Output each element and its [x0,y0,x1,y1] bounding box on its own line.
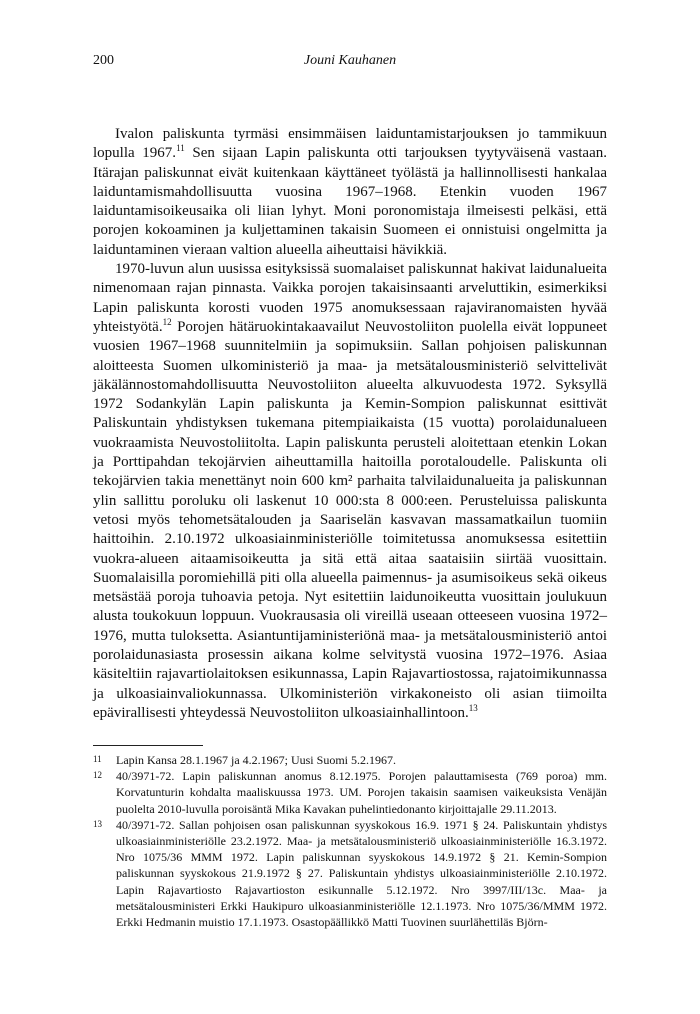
footnote-ref-11: 11 [176,143,185,154]
footnote [93,752,607,768]
body-text [93,125,607,723]
page-number: 200 [93,53,114,68]
footnote-text: 40/3971-72. Lapin paliskunnan anomus 8.12.1975. Porojen palauttamisesta (769 poroa) mm. Korvatunturin kohdalta maaliskuussa 1973. UM. Porojen takaisin saamisen vaikeuksista Venäjän puolelta 2010-luvulla poroisäntä Mika Kavakan puhelintiedonanto kirjoittajalle 29.11.2013. [116,769,607,816]
paragraph-1-text-a: Ivalon paliskunta tyrmäsi ensimmäisen laiduntamistarjouksen jo tammikuun lopulla 1967. [93,126,607,162]
footnote-number: 11 [93,754,102,764]
footnote [93,817,607,930]
paragraph-1 [93,125,607,260]
footnotes [93,752,607,930]
paragraph-2-text-b: Porojen hätäruokintakaavailut Neuvostoliiton puolella eivät loppuneet vuosien 1967–1968 suunnitelmiin ja sopimuksiin. Sallan pohjoisen paliskunnan aloitteesta Suomen ulkoministeriö ja maa- ja metsätalousministeriö selvittelivät jäkälännostomahdollisuutta Neuvostoliiton alueelta alkuvuodesta 1972. Syksyllä 1972 Sodankylän Lapin paliskunta ja Kemin-Sompion paliskunnat esittivät Paliskuntain yhdistyksen tukemana pitempiaikaista (15 vuotta) porolaidunalueen vuokraamista Neuvostoliitolta. Lapin paliskunta perusteli aloitettaan etenkin Lokan ja Porttipahdan tekojärvien aiheuttamilla haitoilla porotaloudelle. Paliskunta oli tekojärvien takia menettänyt noin 600 km² parhaita talvilaidunalueita ja paliskunnan ylin sallittu poroluku oli laskenut 10 000:sta 8 000:een. Perusteluissa paliskunta vetosi myös tehometsätalouden ja Saariselän kasvavan massamatkailun tuomiin haittoihin. 2.10.1972 ulkoasiainministeriölle toimitetussa anomuksessa esitettiin vuokra-alueen aitaamisoikeutta ja sitä että aitaa saataisiin siirtää vuosittain. Suomalaisilla poromiehillä piti olla alueella paimennus- ja asumisoikeus sekä oikeus metsästää poroja tuhoavia petoja. Nyt esitettiin laidunoikeutta vuosittain joulukuun alusta toukokuun loppuun. Vuokrausasia oli vireillä useaan otteeseen vuosina 1972–1976, mutta tuloksetta. Asiantuntijaministeriönä maa- ja metsätalousministeriö antoi porolaidunasiasta prosessin aikana kolme selvitystä vuosina 1972–1976. Asiaa käsiteltiin rajavartiolaitoksen esikunnassa, Lapin Rajavartiostossa, rajatoimikunnassa ja ulkoasiainvaliokunnassa. Ulkoministeriön virkakoneisto oli asian tiimoilta epävirallisesti yhteydessä Neuvostoliiton ulkoasiainhallintoon. [93,318,607,721]
footnote-number: 12 [93,770,102,781]
paragraph-1-text-b: Sen sijaan Lapin paliskunta otti tarjouksen tyytyväisenä vastaan. Itärajan paliskunnat eivät kuitenkaan käyttäneet työlästä ja hallinnollisesti hankalaa laiduntamismahdollisuutta vuosina 1967–1968. Etenkin vuoden 1967 laiduntamisoikeusaika oli liian lyhyt. Moni poronomistaja ilmeisesti pelkäsi, että porojen kokoaminen ja kuljettaminen takaisin Suomeen ei onnistuisi ongelmitta ja laiduntaminen vieraan valtion alueella aiheuttaisi hävikkiä. [93,145,607,258]
page-header [93,52,607,70]
footnote-ref-12: 12 [162,316,172,327]
footnote-text: 40/3971-72. Sallan pohjoisen osan paliskunnan syyskokous 16.9. 1971 § 24. Paliskuntain yhdistys ulkoasiainministeriölle 23.2.1972. Maa- ja metsätalousministeriö ulkoasiainministeriölle 16.3.1972. Nro 1075/36 MMM 1972. Lapin paliskunnan syyskokous 14.9.1972 § 21. Kemin-Sompion paliskunnan syyskokous 21.9.1972 § 27. Paliskuntain yhdistys ulkoasiainministeriölle 2.10.1972. Lapin Rajavartiosto Rajavartioston esikunnalle 5.12.1972. Nro 3997/III/13c. Maa- ja metsätalousministeri Erkki Haukipuro ulkoasianministeriölle 12.1.1973. Nro 1075/36/MMM 1972. Erkki Hedmanin muistio 17.1.1973. Osastopäällikkö Matti Tuovinen suurlähettiläs Björn- [116,817,607,930]
running-head: Jouni Kauhanen [303,53,397,68]
paragraph-2-text-a: 1970-luvun alun uusissa esityksissä suomalaiset paliskunnat hakivat laidunalueita nimenomaan rajan pinnasta. Vaikka porojen takaisinsaanti arveluttikin, esimerkiksi Lapin paliskunta korosti vuoden 1975 anomuksessaan rajaviranomaisten hyvää yhteistyötä. [93,261,607,335]
footnote [93,768,607,817]
footnote-text: Lapin Kansa 28.1.1967 ja 4.2.1967; Uusi Suomi 5.2.1967. [116,753,396,767]
footnote-number: 13 [93,818,102,829]
footnote-divider [93,745,203,746]
footnote-ref-13: 13 [468,702,478,713]
paragraph-2 [93,260,607,723]
